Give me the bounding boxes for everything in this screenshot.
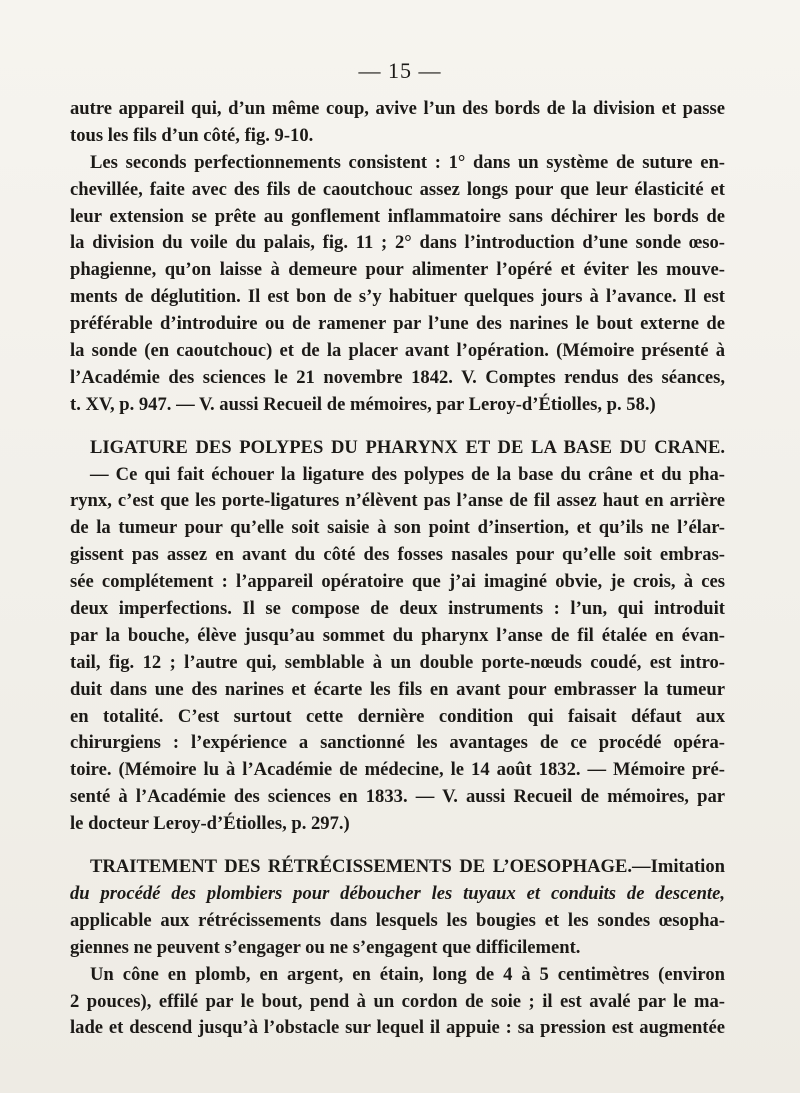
body-text (70, 96, 725, 1042)
text-line: tail, fig. 12 ; l’autre qui, semblable à un double porte-nœuds coudé, est intro- (70, 651, 725, 673)
text-line: chevillée, faite avec des fils de caoutchouc assez longs pour que leur élasticité et (70, 178, 725, 200)
text-line: giennes ne peuvent s’engager ou ne s’engagent que difficilement. (70, 936, 581, 958)
text-line: Un cône en plomb, en argent, en étain, long de 4 à 5 centimètres (environ (90, 963, 725, 985)
text-line: du procédé des plombiers pour déboucher les tuyaux et conduits de descente, (70, 882, 725, 904)
text-line: t. XV, p. 947. — V. aussi Recueil de mémoires, par Leroy-d’Étiolles, p. 58.) (70, 393, 656, 415)
text-line: en totalité. C’est surtout cette dernière condition qui faisait défaut aux (70, 705, 725, 727)
paragraph (70, 96, 725, 150)
text-line: sée complétement : l’appareil opératoire que j’ai imaginé obvie, je crois, à ces (70, 571, 725, 593)
text-line: l’Académie des sciences le 21 novembre 1842. V. Comptes rendus des séances, (70, 366, 725, 388)
text-line: chirurgiens : l’expérience a sanctionné les avantages de ce procédé opéra- (70, 732, 725, 754)
text-line: par la bouche, élève jusqu’au sommet du pharynx l’anse de fil étalée en évan- (70, 624, 725, 646)
paragraph (70, 854, 725, 962)
text-line: duit dans une des narines et écarte les fils en avant pour embrasser la tumeur (70, 678, 725, 700)
text-line: senté à l’Académie des sciences en 1833. — V. aussi Recueil de mémoires, par (70, 786, 725, 808)
text-line: gissent pas assez en avant du côté des fosses nasales pour qu’elle soit embras- (70, 544, 725, 566)
text-line: préférable d’introduire ou de ramener par l’une des narines le bout externe de (70, 313, 725, 335)
text-line: TRAITEMENT DES RÉTRÉCISSEMENTS DE L’OESOPHAGE.—Imitation (90, 856, 725, 878)
text-line: tous les fils d’un côté, fig. 9-10. (70, 124, 314, 146)
text-line: la division du voile du palais, fig. 11 ; 2° dans l’introduction d’une sonde œso- (70, 232, 725, 254)
text-line: lade et descend jusqu’à l’obstacle sur lequel il appuie : sa pression est augmentée (70, 1017, 725, 1039)
page-number: — 15 — (358, 58, 442, 83)
text-line: la sonde (en caoutchouc) et de la placer avant l’opération. (Mémoire présenté à (70, 340, 725, 362)
paragraph (70, 435, 725, 838)
text-line: autre appareil qui, d’un même coup, avive l’un des bords de la division et passe (70, 98, 725, 119)
text-line: LIGATURE DES POLYPES DU PHARYNX ET DE LA BASE DU CRANE. (90, 436, 725, 458)
paragraph (70, 150, 725, 419)
paragraph (70, 962, 725, 1043)
text-line: 2 pouces), effilé par le bout, pend à un cordon de soie ; il est avalé par le ma- (70, 990, 725, 1012)
text-line: ments de déglutition. Il est bon de s’y habituer quelques jours à l’avance. Il est (70, 286, 725, 308)
text-line: applicable aux rétrécissements dans lesquels les bougies et les sondes œsopha- (70, 909, 725, 931)
text-line: deux imperfections. Il se compose de deux instruments : l’un, qui introduit (70, 598, 725, 620)
text-line: phagienne, qu’on laisse à demeure pour alimenter l’opéré et éviter les mouve- (70, 259, 725, 281)
text-line: de la tumeur pour qu’elle soit saisie à son point d’insertion, et qu’ils ne l’élar- (70, 517, 725, 539)
text-line: — Ce qui fait échouer la ligature des polypes de la base du crâne et du pha- (90, 463, 725, 485)
text-line: Les seconds perfectionnements consistent : 1° dans un système de suture en- (90, 151, 725, 173)
text-line: rynx, c’est que les porte-ligatures n’élèvent pas l’anse de fil assez haut en arrière (70, 490, 725, 512)
text-line: leur extension se prête au gonflement inflammatoire sans déchirer les bords de (70, 205, 725, 227)
text-line: toire. (Mémoire lu à l’Académie de médecine, le 14 août 1832. — Mémoire pré- (70, 759, 725, 781)
text-line: le docteur Leroy-d’Étiolles, p. 297.) (70, 813, 350, 835)
